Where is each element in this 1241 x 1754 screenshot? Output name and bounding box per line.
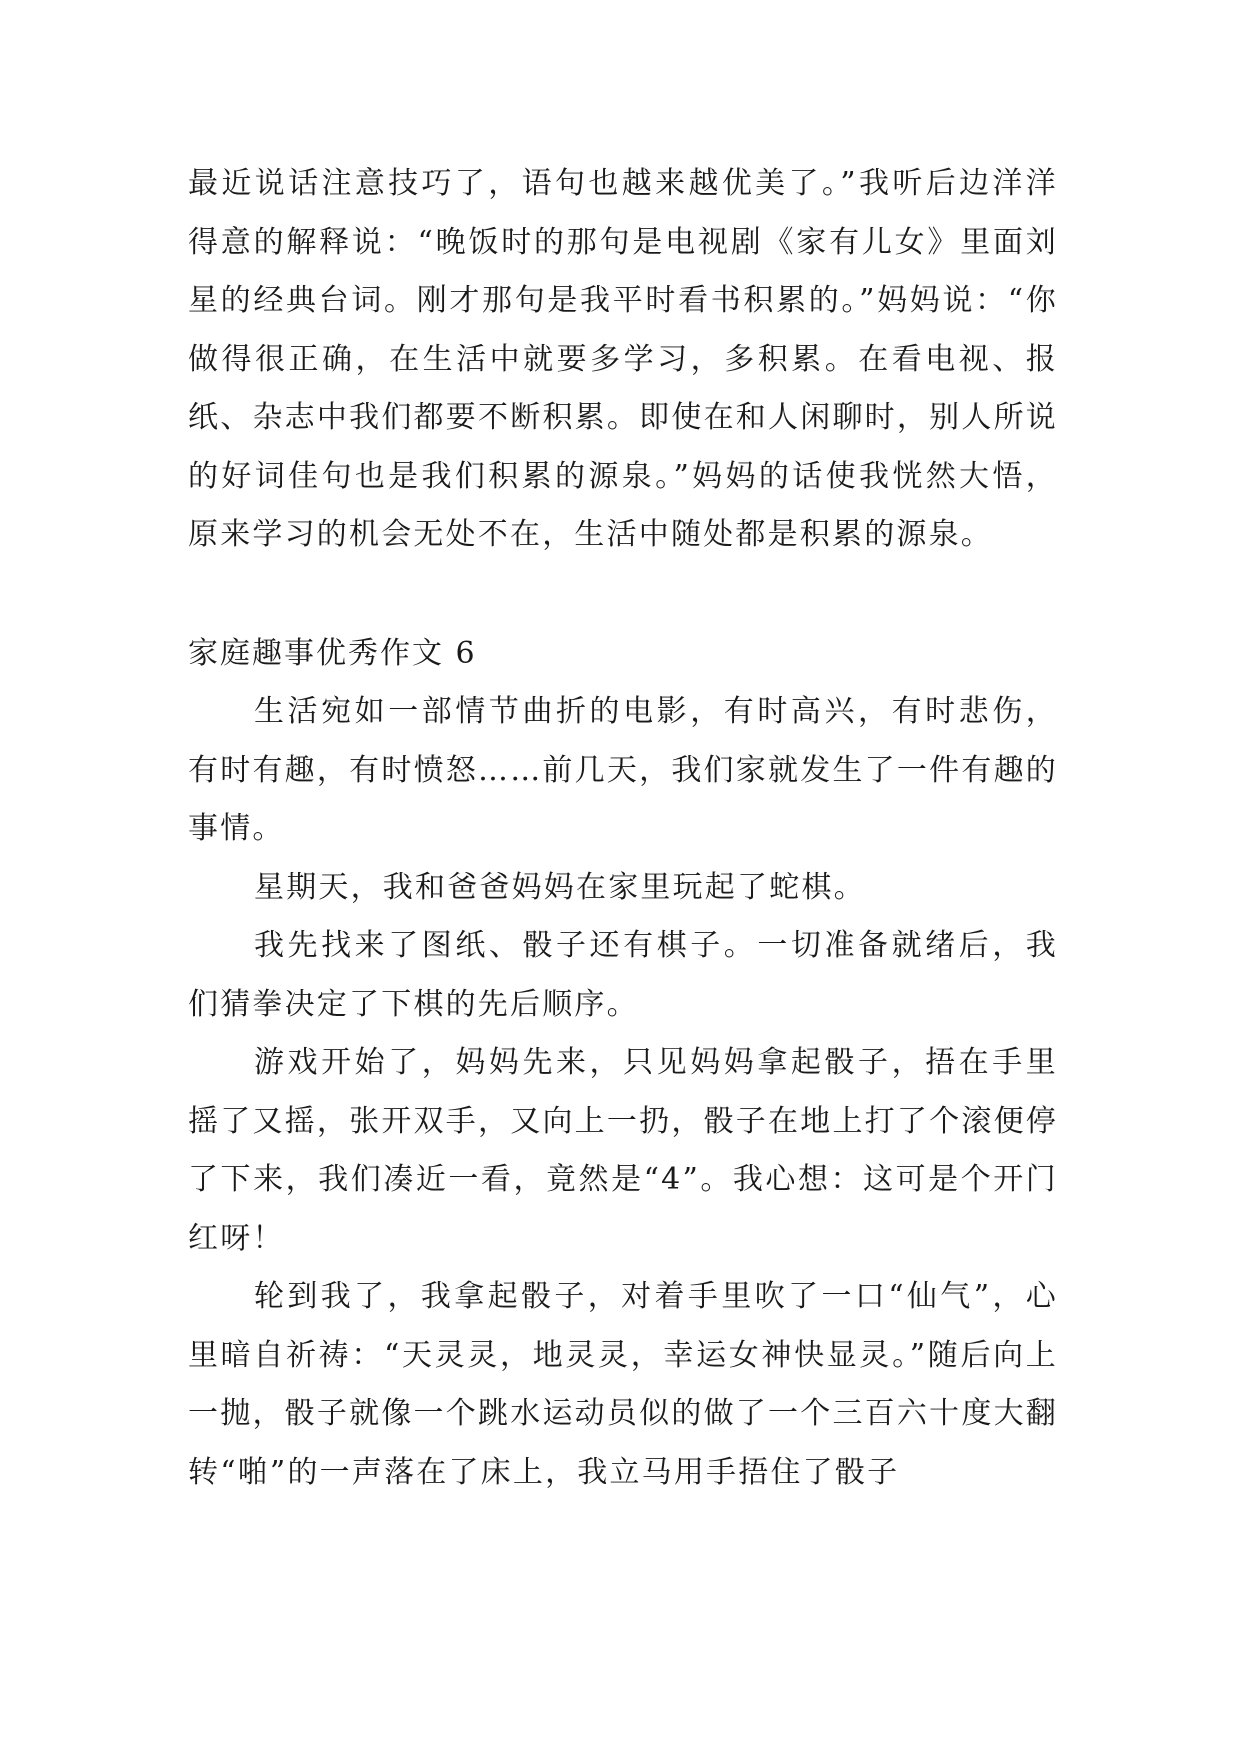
document-page (188, 155, 1058, 1502)
section-title: 家庭趣事优秀作文 6 (188, 635, 477, 671)
essay-paragraph-3: 我先找来了图纸、骰子还有棋子。一切准备就绪后，我们猜拳决定了下棋的先后顺序。 (188, 928, 1058, 1022)
continued-paragraph: 最近说话注意技巧了，语句也越来越优美了。”我听后边洋洋得意的解释说：“晚饭时的那句是电视剧《家有儿女》里面刘星的经典台词。刚才那句是我平时看书积累的。”妈妈说：“你做得很正确，在生活中就要多学习，多积累。在看电视、报纸、杂志中我们都要不断积累。即使在和人闲聊时，别人所说的好词佳句也是我们积累的源泉。”妈妈的话使我恍然大悟，原来学习的机会无处不在，生活中随处都是积累的源泉。 (188, 166, 1058, 552)
essay-paragraph-4: 游戏开始了，妈妈先来，只见妈妈拿起骰子，捂在手里摇了又摇，张开双手，又向上一扔，骰子在地上打了个滚便停了下来，我们凑近一看，竟然是“4”。我心想：这可是个开门红呀！ (188, 1045, 1058, 1256)
essay-paragraph-1: 生活宛如一部情节曲折的电影，有时高兴，有时悲伤，有时有趣，有时愤怒……前几天，我们家就发生了一件有趣的事情。 (188, 694, 1058, 846)
essay-paragraph-5: 轮到我了，我拿起骰子，对着手里吹了一口“仙气”，心里暗自祈祷：“天灵灵，地灵灵，幸运女神快显灵。”随后向上一抛，骰子就像一个跳水运动员似的做了一个三百六十度大翻转“啪”的一声落在了床上，我立马用手捂住了骰子 (188, 1279, 1058, 1490)
essay-paragraph-2: 星期天，我和爸爸妈妈在家里玩起了蛇棋。 (254, 869, 866, 905)
